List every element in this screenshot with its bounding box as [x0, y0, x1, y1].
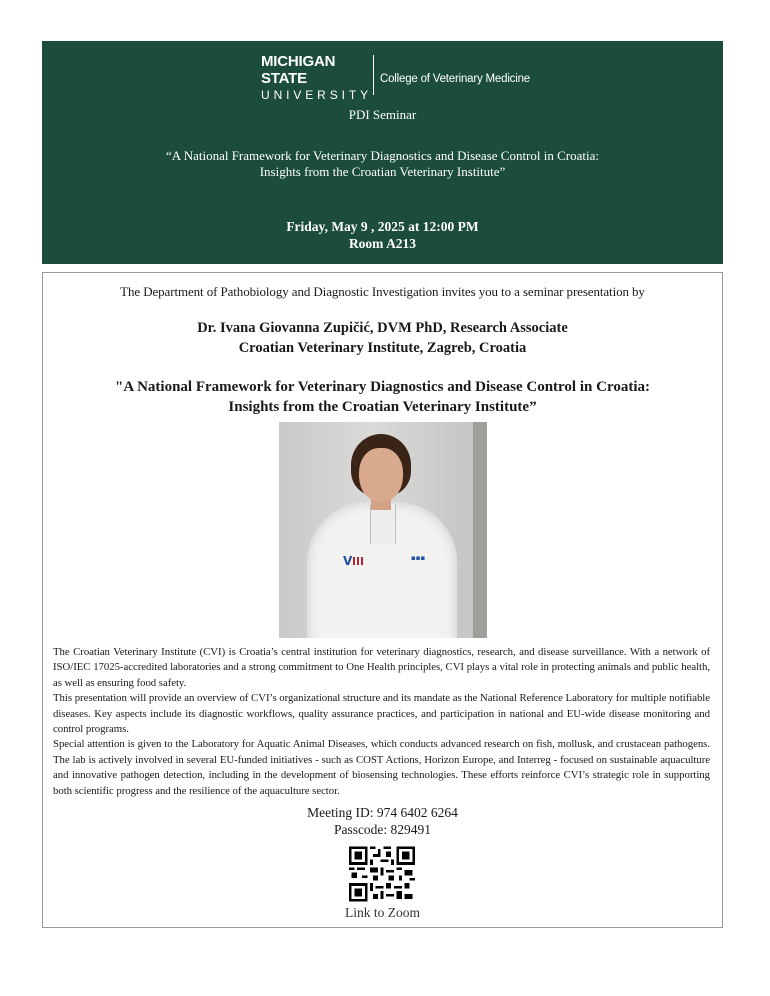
name-embroidery: ▪▪▪: [411, 554, 426, 562]
seminar-details-card: [42, 272, 723, 928]
talk-title-line1: "A National Framework for Veterinary Diagnostics and Disease Control in Croatia:: [115, 379, 650, 395]
face: [359, 448, 403, 502]
msu-logo: [42, 49, 723, 102]
description-paragraph: The Croatian Veterinary Institute (CVI) is Croatia’s central institution for veterinary diagnostics, research, and disease surveillance. With a network of ISO/IEC 17025-accredited laboratories and a strong commitment to One Health principles, CVI plays a vital role in protecting animals and public health, as well as ensuring food safety.: [53, 646, 710, 689]
talk-title: [63, 377, 702, 417]
invitation-text: The Department of Pathobiology and Diagnostic Investigation invites you to a seminar presentation by: [120, 284, 645, 299]
speaker-name: Dr. Ivana Giovanna Zupičić, DVM PhD, Research Associate: [197, 320, 568, 336]
logo-line2: UNIVERSITY: [261, 88, 373, 102]
logo-divider: [373, 55, 374, 95]
msu-wordmark: [261, 53, 373, 103]
shirt: [370, 504, 396, 544]
photo-background-edge: [473, 422, 487, 638]
event-date: Friday, May 9 , 2025 at 12:00 PM: [286, 219, 479, 234]
banner-title-line2: Insights from the Croatian Veterinary Institute”: [259, 164, 506, 179]
seminar-series: PDI Seminar: [348, 107, 417, 122]
speaker-affiliation: Croatian Veterinary Institute, Zagreb, Croatia: [238, 340, 527, 356]
speaker-photo: [279, 422, 487, 638]
banner-title-line1: “A National Framework for Veterinary Diagnostics and Disease Control in Croatia:: [166, 148, 599, 163]
event-room: Room A213: [348, 236, 417, 251]
banner-talk-title: [82, 148, 683, 180]
description-paragraph: Special attention is given to the Laboratory for Aquatic Animal Diseases, which conducts advanced research on fish, mollusk, and crustacean pathogens. The lab is actively involved in several EU-funded initiatives - such as COST Actions, Horizon Europe, and Interreg - focused on sustainable aquaculture and innovative pathogen detection, including in the development of biosensing technologies. These efforts reinforce CVI’s strategic role in supporting both scientific progress and the resilience of the aquaculture sector.: [53, 738, 710, 797]
meeting-id: Meeting ID: 974 6402 6264: [307, 805, 458, 820]
description-paragraph: This presentation will provide an overview of CVI’s organizational structure and its mandate as the National Reference Laboratory for multiple notifiable diseases. Key aspects include its diagnostic workflows, quality assurance practices, and participation in national and EU-wide disease monitoring and control programs.: [53, 692, 710, 736]
college-name: College of Veterinary Medicine: [380, 73, 530, 85]
event-datetime: [42, 218, 723, 252]
zoom-qr-code[interactable]: [349, 846, 415, 902]
seminar-description: [53, 645, 710, 799]
passcode: Passcode: 829491: [333, 822, 432, 837]
speaker-block: [43, 318, 722, 358]
institute-logo-patch: V: [343, 554, 363, 568]
meeting-info: [43, 804, 722, 838]
talk-title-line2: Insights from the Croatian Veterinary Institute”: [228, 399, 537, 415]
logo-line1: MICHIGAN STATE: [261, 53, 336, 87]
zoom-link[interactable]: Link to Zoom: [345, 905, 420, 920]
header-banner: [42, 41, 723, 264]
